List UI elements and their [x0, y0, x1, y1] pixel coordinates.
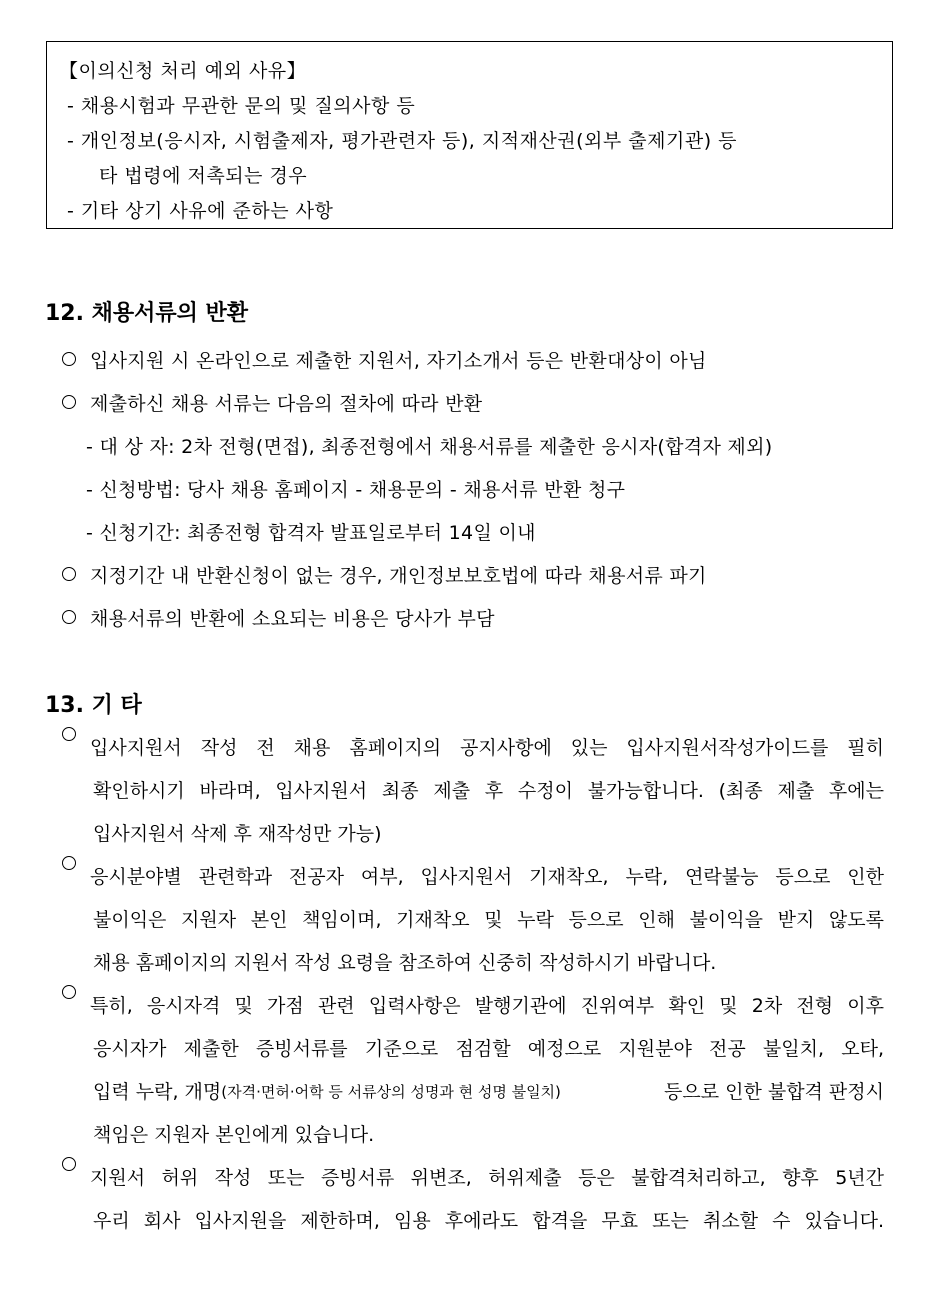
- section-13-paragraph: 응시분야별 관련학과 전공자 여부, 입사지원서 기재착오, 누락, 연락불능 등으로 인한 불이익은 지원자 본인 책임이며, 기재착오 및 누락 등으로 인해 불이익을 받지 않도록 채용 홈페이지의 지원서 작성 요령을 참조하여 신중히 작성하시기 바랍니다.: [62, 856, 884, 985]
- section-12-bullet: 제출하신 채용 서류는 다음의 절차에 따라 반환: [62, 389, 482, 416]
- section-13-paragraph: 특히, 응시자격 및 가점 관련 입력사항은 발행기관에 진위여부 확인 및 2차 전형 이후 응시자가 제출한 증빙서류를 기준으로 점검할 예정으로 지원분야 전공 불일치, 오타, 입력 누락, 개명 (자격·면허·어학 등 서류상의 성명과 현 성명 불일치) 등으로 인한 불합격 판정시 책임은 지원자 본인에게 있습니다.: [62, 985, 884, 1157]
- section-12-bullet: 지정기간 내 반환신청이 없는 경우, 개인정보보호법에 따라 채용서류 파기: [62, 561, 707, 588]
- exception-item: - 채용시험과 무관한 문의 및 질의사항 등: [67, 95, 416, 117]
- circle-bullet-icon: [62, 395, 76, 409]
- exception-box: [46, 41, 893, 229]
- circle-bullet-icon: [62, 567, 76, 581]
- circle-bullet-icon: [62, 610, 76, 624]
- section-12-subitem: - 신청방법: 당사 채용 홈페이지 - 채용문의 - 채용서류 반환 청구: [86, 479, 626, 501]
- section-12-subitem: - 대 상 자: 2차 전형(면접), 최종전형에서 채용서류를 제출한 응시자(합격자 제외): [86, 436, 773, 458]
- exception-box-title: 【이의신청 처리 예외 사유】: [59, 60, 307, 82]
- circle-bullet-icon: [62, 727, 76, 741]
- exception-item: - 기타 상기 사유에 준하는 사항: [67, 200, 334, 222]
- circle-bullet-icon: [62, 856, 76, 870]
- exception-item-continuation: 타 법령에 저촉되는 경우: [99, 165, 308, 187]
- circle-bullet-icon: [62, 352, 76, 366]
- section-12-bullet: 입사지원 시 온라인으로 제출한 지원서, 자기소개서 등은 반환대상이 아님: [62, 346, 707, 373]
- section-12-heading: 12. 채용서류의 반환: [45, 301, 249, 326]
- exception-item: - 개인정보(응시자, 시험출제자, 평가관련자 등), 지적재산권(외부 출제기관) 등: [67, 130, 738, 152]
- section-13-paragraph: 입사지원서 작성 전 채용 홈페이지의 공지사항에 있는 입사지원서작성가이드를 필히 확인하시기 바라며, 입사지원서 최종 제출 후 수정이 불가능합니다. (최종 제출 후에는 입사지원서 삭제 후 재작성만 가능): [62, 727, 884, 856]
- section-12-subitem: - 신청기간: 최종전형 합격자 발표일로부터 14일 이내: [86, 522, 536, 544]
- section-13-paragraph: 지원서 허위 작성 또는 증빙서류 위변조, 허위제출 등은 불합격처리하고, 향후 5년간 우리 회사 입사지원을 제한하며, 임용 후에라도 합격을 무효 또는 취소할 수 있습니다.: [62, 1157, 884, 1243]
- section-13-heading: 13. 기 타: [45, 693, 142, 718]
- section-12-bullet: 채용서류의 반환에 소요되는 비용은 당사가 부담: [62, 604, 495, 631]
- circle-bullet-icon: [62, 985, 76, 999]
- circle-bullet-icon: [62, 1157, 76, 1171]
